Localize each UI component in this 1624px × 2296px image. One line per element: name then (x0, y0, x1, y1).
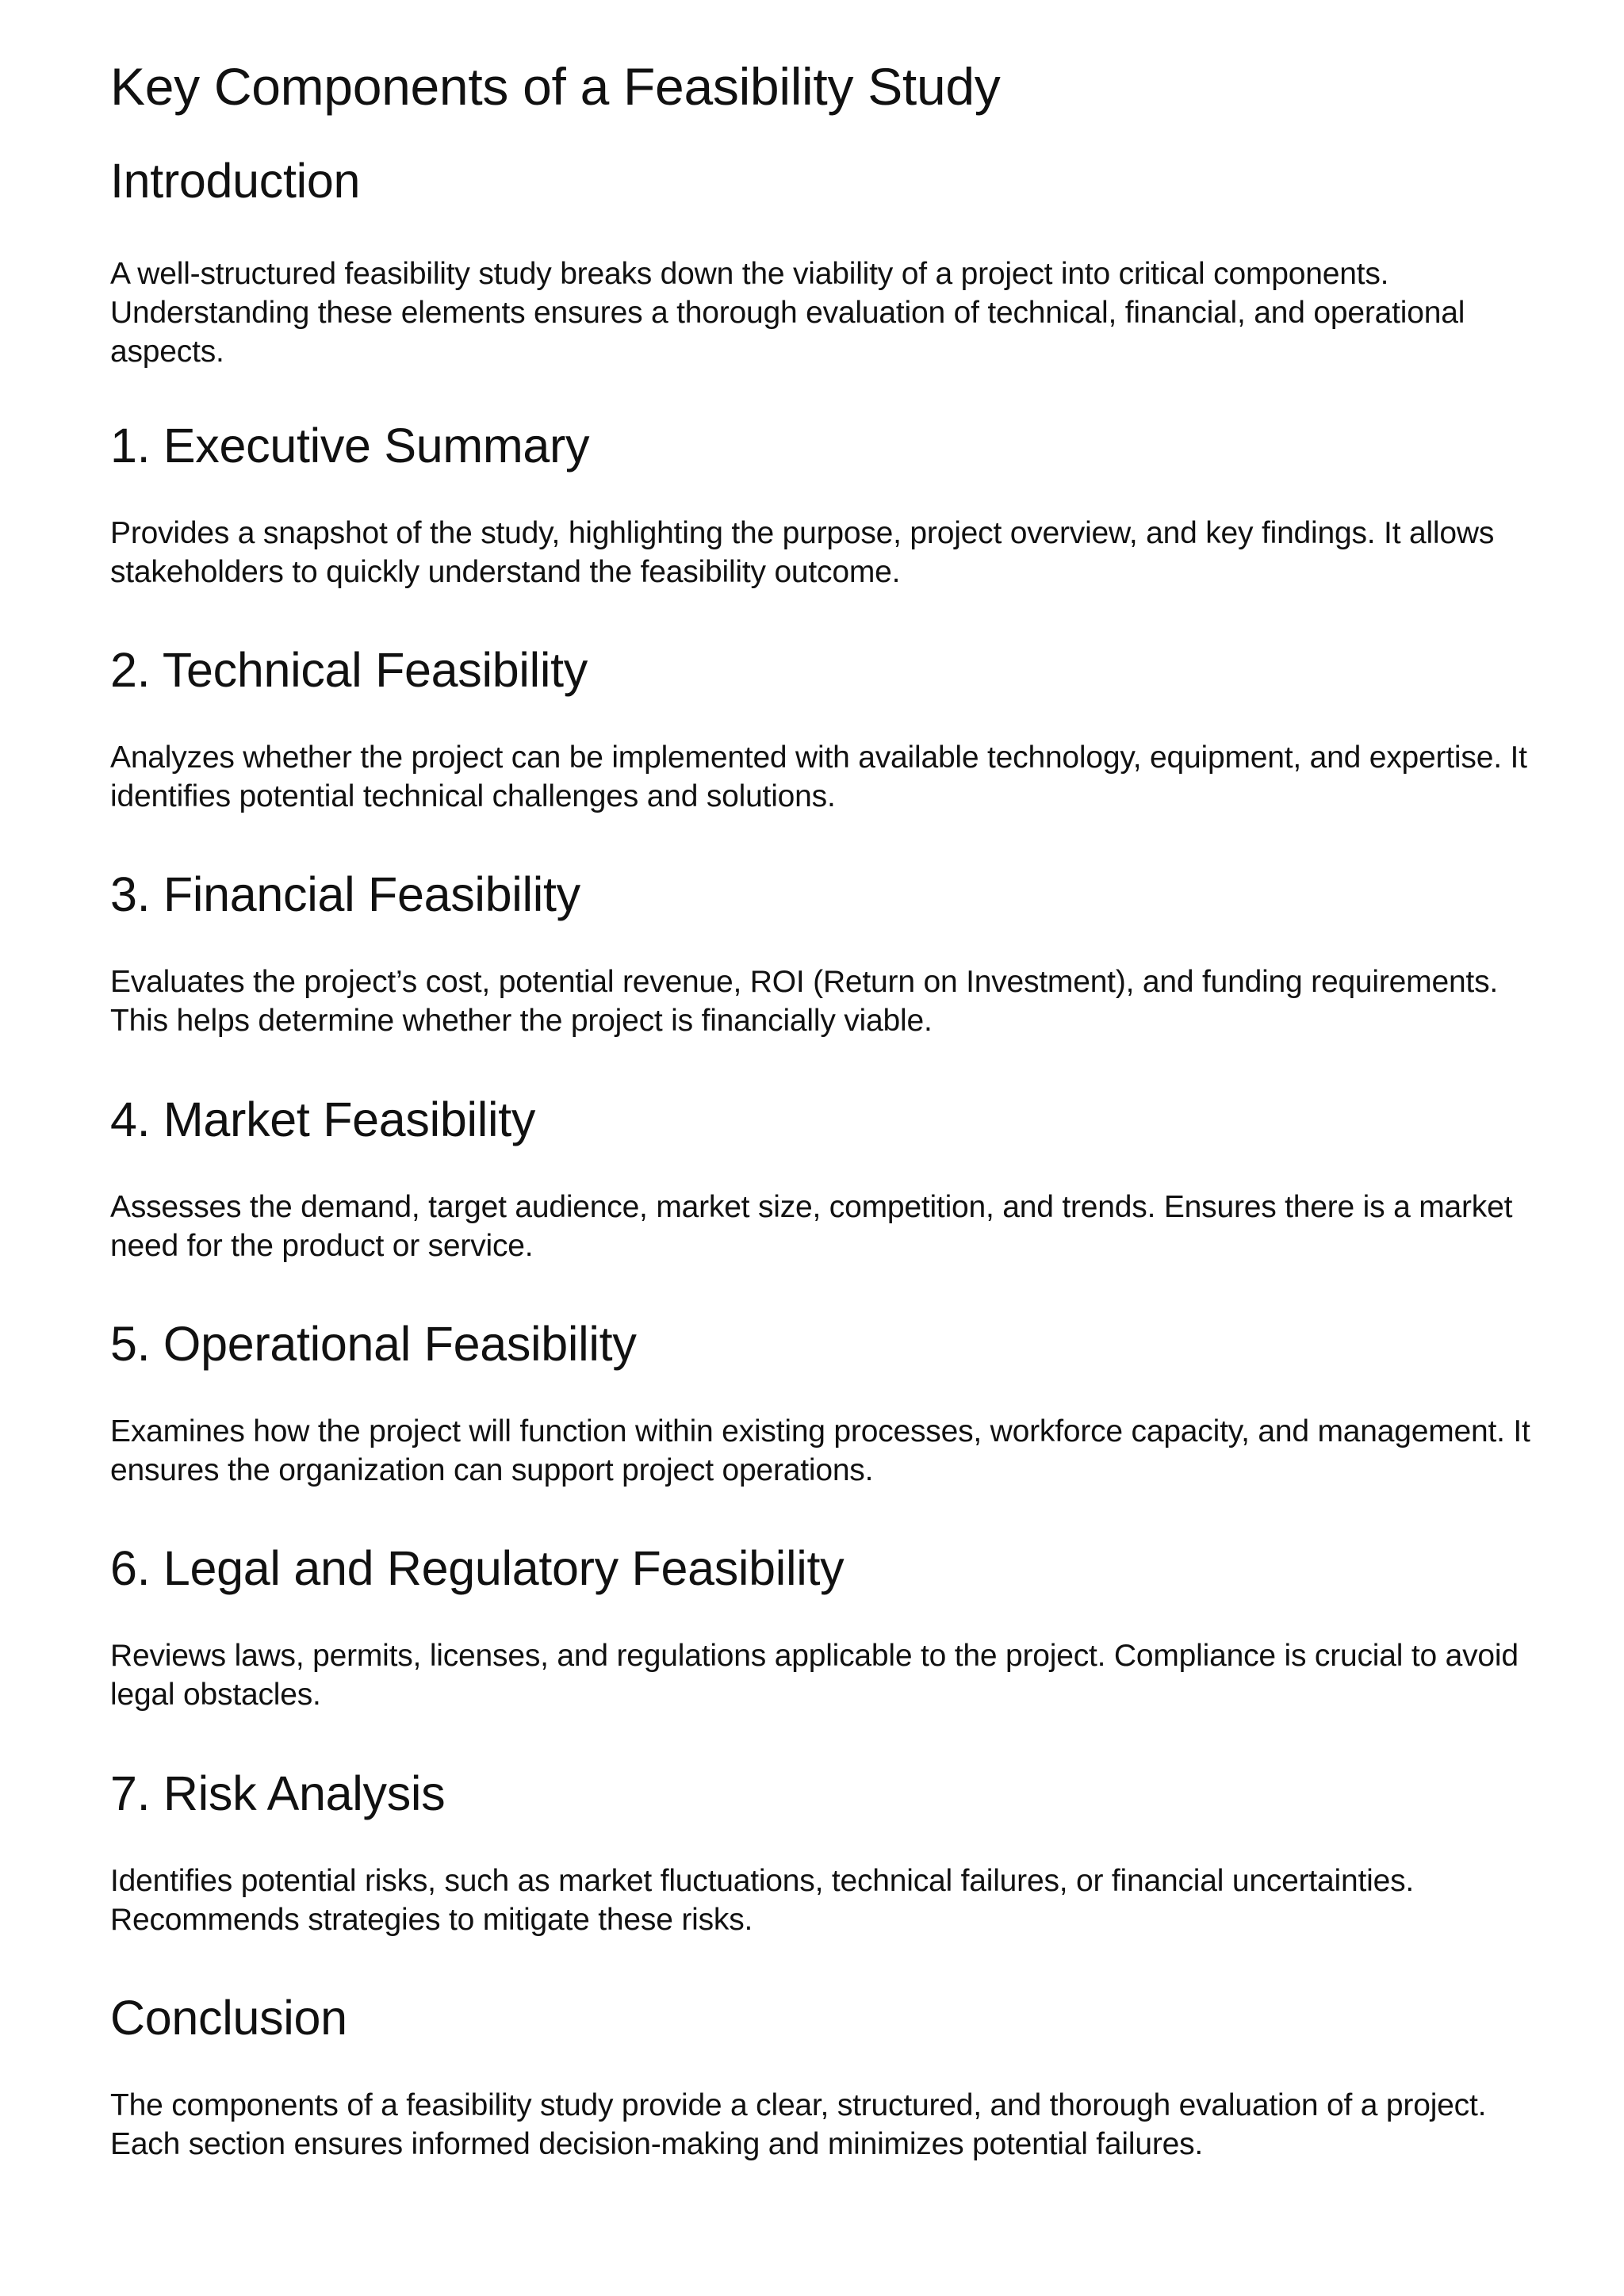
section-financial-feasibility (110, 863, 1545, 1040)
section-heading-market-feasibility: 4. Market Feasibility (110, 1093, 536, 1146)
section-heading-conclusion: Conclusion (110, 1991, 347, 2045)
section-body-technical-feasibility: Analyzes whether the project can be implemented with available technology, equipment, and expertise. It identifies potential technical challenges and solutions. (110, 740, 1527, 813)
document-title: Key Components of a Feasibility Study (110, 57, 1001, 116)
section-heading-risk-analysis: 7. Risk Analysis (110, 1766, 446, 1820)
section-body-introduction: A well-structured feasibility study breaks down the viability of a project into critical components. Understanding these elements ensures a thorough evaluation of technical, financial, and operational aspects. (110, 257, 1465, 369)
section-heading-introduction: Introduction (110, 154, 361, 208)
section-heading-technical-feasibility: 2. Technical Feasibility (110, 643, 588, 697)
section-risk-analysis (110, 1762, 1545, 1939)
section-introduction (110, 149, 1545, 371)
section-body-financial-feasibility: Evaluates the project’s cost, potential revenue, ROI (Return on Investment), and funding requirements. This helps determine whether the project is financially viable. (110, 965, 1499, 1038)
section-legal-regulatory-feasibility (110, 1536, 1545, 1714)
section-heading-financial-feasibility: 3. Financial Feasibility (110, 867, 580, 921)
section-conclusion (110, 1986, 1545, 2164)
section-body-executive-summary: Provides a snapshot of the study, highlighting the purpose, project overview, and key findings. It allows stakeholders to quickly understand the feasibility outcome. (110, 516, 1495, 589)
section-market-feasibility (110, 1088, 1545, 1265)
section-operational-feasibility (110, 1312, 1545, 1490)
section-body-legal-regulatory-feasibility: Reviews laws, permits, licenses, and regulations applicable to the project. Compliance is crucial to avoid legal obstacles. (110, 1639, 1519, 1712)
section-body-risk-analysis: Identifies potential risks, such as market fluctuations, technical failures, or financial uncertainties. Recommends strategies to mitigate these risks. (110, 1864, 1415, 1937)
section-executive-summary (110, 414, 1545, 591)
section-heading-executive-summary: 1. Executive Summary (110, 419, 590, 473)
section-body-conclusion: The components of a feasibility study provide a clear, structured, and thorough evaluation of a project. Each section ensures informed decision-making and minimizes potential failures. (110, 2088, 1487, 2161)
section-technical-feasibility (110, 638, 1545, 816)
section-heading-legal-regulatory-feasibility: 6. Legal and Regulatory Feasibility (110, 1541, 845, 1595)
section-body-market-feasibility: Assesses the demand, target audience, market size, competition, and trends. Ensures there is a market need for the product or service. (110, 1190, 1513, 1263)
section-heading-operational-feasibility: 5. Operational Feasibility (110, 1317, 637, 1371)
section-body-operational-feasibility: Examines how the project will function within existing processes, workforce capacity, and management. It ensures the organization can support project operations. (110, 1414, 1530, 1487)
